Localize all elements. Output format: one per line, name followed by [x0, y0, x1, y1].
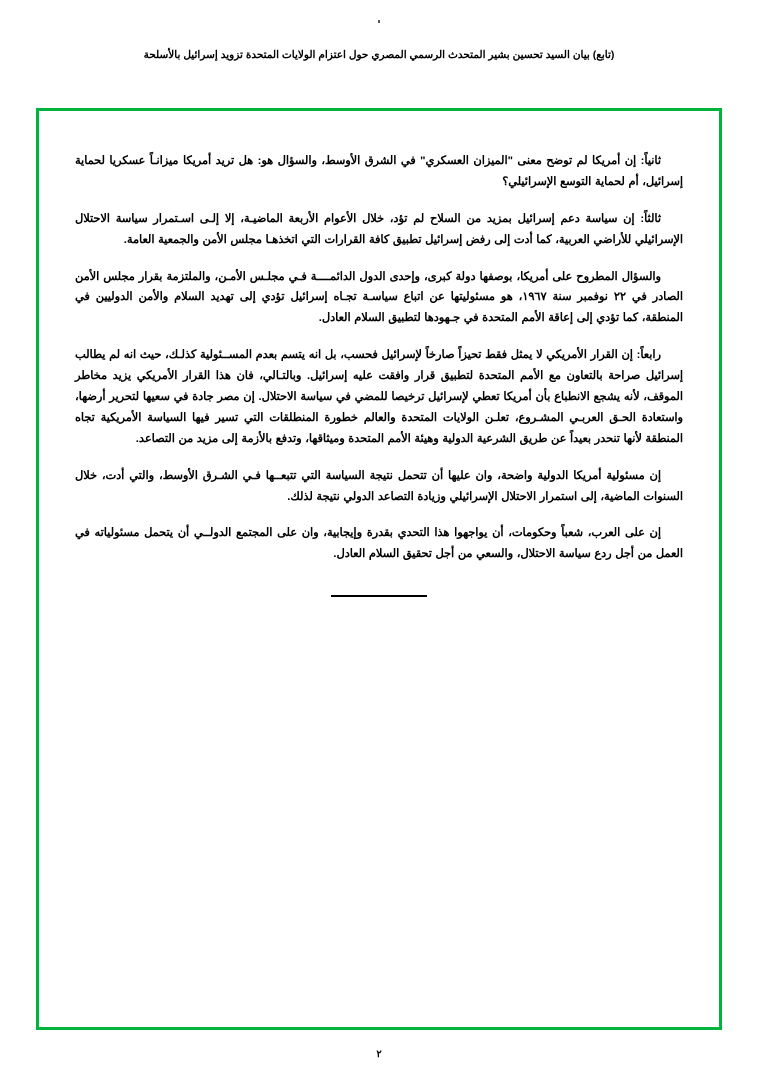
page-top-mark [378, 20, 380, 23]
page-number: ٢ [376, 1049, 382, 1060]
paragraph: ثانياً: إن أمريكا لم توضح معنى "الميزان العسكري" في الشرق الأوسط، والسؤال هو: هل تريد أمريكا ميزانـاً عسكريا لحماية إسرائيل، أم لحماية التوسع الإسرائيلي؟ [75, 155, 683, 188]
paragraph: والسؤال المطروح على أمريكا، بوصفها دولة كبرى، وإحدى الدول الدائمــــة فـي مجلـس الأمـن، والملتزمة بقرار مجلس الأمن الصادر في ٢٢ نوفمبر سنة ١٩٦٧، هو مسئوليتها عن اتباع سياسـة تجـاه إسرائيل تؤدي إلى تهديد السلام والأمن الدوليين في المنطقة، كما تؤدي إلى إعاقة الأمم المتحدة في جـهودها لتطبيق السلام العادل. [75, 270, 683, 325]
paragraph: إن على العرب، شعباً وحكومات، أن يواجهوا هذا التحدي بقدرة وإيجابية، وان على المجتمع الدولــي أن يتحمل مسئولياته في العمل من أجل ردع سياسة الاحتلال، والسعي من أجل تحقيق السلام العادل. [75, 527, 683, 561]
page-header-note: (تابع) بيان السيد تحسين بشير المتحدث الرسمي المصري حول اعتزام الولايات المتحدة تزويد إسرائيل بالأسلحة [143, 49, 615, 61]
end-of-text-divider-wrap [75, 587, 683, 605]
paragraph: رابعاً: إن القرار الأمريكي لا يمثل فقط تحيزاً صارخاً لإسرائيل فحسب، بل انه يتسم بعدم المســئولية كذلـك، حيث انه لم يطالب إسرائيل صراحة بالتعاون مع الأمم المتحدة لتطبيق قرار وافقت عليه إسرائيل. وبالتـالي، فان هذا القرار الأمريكي يزيد مخاطر الموقف، لأنه يشجع الانطباع بأن أمريكا تعطي لإسرائيل ترخيصا للمضي في سياسة الاحتلال. إن مصر جادة في سعيها لتحرير أرضها، واستعادة الحـق العربـي المشـروع، تعلـن الولايات المتحدة والعالم خطورة المنطلقات التي تسير فيها السياسة الأمريكية تجاه المنطقة لأنها تنحدر بعيداً عن طريق الشرعية الدولية وهيئة الأمم المتحدة وميثاقها، وتدفع بالأزمة إلى مزيد من التصاعد. [75, 349, 683, 445]
horizontal-rule-icon [331, 595, 427, 597]
page-border-frame [36, 108, 722, 1030]
document-body [75, 151, 683, 605]
paragraph: ثالثاً: إن سياسة دعم إسرائيل بمزيد من السلاح لم تؤد، خلال الأعوام الأربعة الماضيـة، إلا إلـى اسـتمرار سياسة الاحتلال الإسرائيلي للأراضي العربية، كما أدت إلى رفض إسرائيل تطبيق كافة القرارات التي اتخذهـا مجلس الأمن والجمعية العامة. [75, 212, 683, 246]
paragraph: إن مسئولية أمريكا الدولية واضحة، وان عليها أن تتحمل نتيجة السياسة التي تتبعــها فـي الشـرق الأوسط، والتي أدت، خلال السنوات الماضية، إلى استمرار الاحتلال الإسرائيلي وزيادة التصاعد الدولي نتيجة لذلك. [75, 469, 683, 503]
